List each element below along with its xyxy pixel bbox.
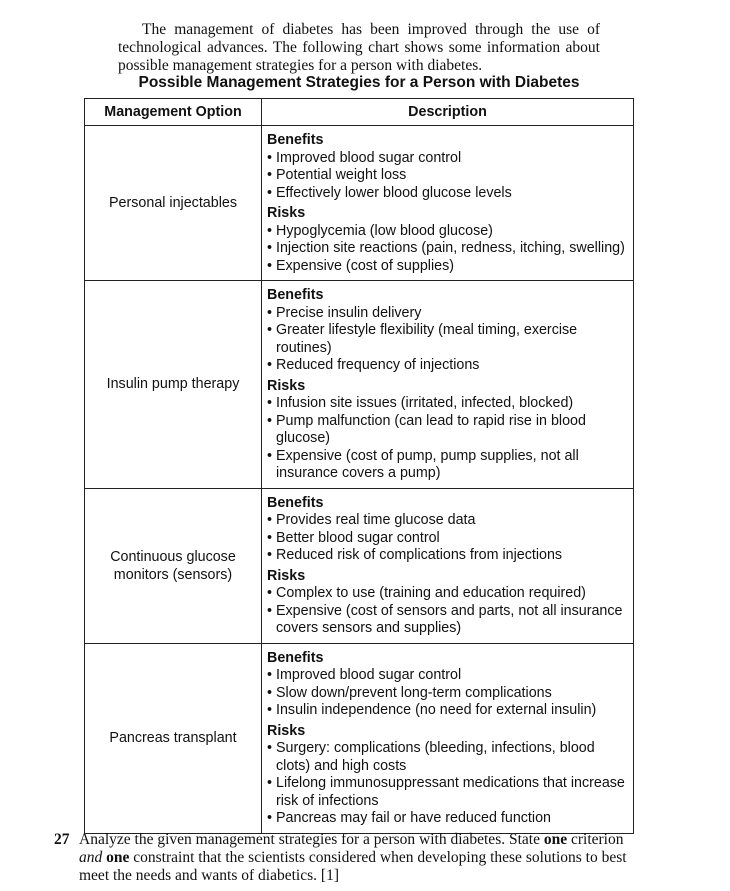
table-row: [85, 281, 634, 489]
description-cell: [262, 488, 634, 643]
risk-item: • Injection site reactions (pain, redness, itching, swelling): [267, 240, 627, 258]
table-body: [85, 126, 634, 834]
question-text: [79, 831, 644, 885]
header-description: Description: [262, 99, 634, 126]
benefits-heading: Benefits: [267, 649, 324, 666]
risk-item: • Expensive (cost of pump, pump supplies, not all insurance covers a pump): [267, 448, 627, 483]
benefit-item: • Reduced risk of complications from injections: [267, 547, 627, 565]
risk-item: • Pump malfunction (can lead to rapid rise in blood glucose): [267, 413, 627, 448]
risks-heading: Risks: [267, 377, 306, 394]
risks-list: [267, 585, 627, 638]
risks-list: [267, 223, 627, 276]
question-text-part: Analyze the given management strategies for a person with diabetes. State: [79, 831, 544, 848]
question-emphasis-one: one: [106, 849, 130, 866]
management-option-cell: Personal injectables: [85, 126, 262, 281]
benefits-list: [267, 512, 627, 565]
risk-item: • Surgery: complications (bleeding, infections, blood clots) and high costs: [267, 740, 627, 775]
risks-list: [267, 740, 627, 828]
benefit-item: • Provides real time glucose data: [267, 512, 627, 530]
risk-item: • Pancreas may fail or have reduced function: [267, 810, 627, 828]
table-title: Possible Management Strategies for a Person with Diabetes: [138, 74, 580, 91]
benefit-item: • Effectively lower blood glucose levels: [267, 185, 627, 203]
table-row: [85, 643, 634, 833]
benefit-item: • Better blood sugar control: [267, 530, 627, 548]
description-cell: [262, 126, 634, 281]
benefits-heading: Benefits: [267, 494, 324, 511]
risk-item: • Infusion site issues (irritated, infected, blocked): [267, 395, 627, 413]
question-credit: [1]: [320, 867, 339, 884]
question-number: 27: [54, 831, 70, 848]
risks-heading: Risks: [267, 205, 306, 221]
header-management-option: Management Option: [85, 99, 262, 126]
risk-item: • Hypoglycemia (low blood glucose): [267, 223, 627, 241]
benefits-list: [267, 150, 627, 203]
risks-heading: Risks: [267, 722, 306, 739]
management-option-cell: Continuous glucose monitors (sensors): [85, 488, 262, 643]
description-cell: [262, 281, 634, 489]
question-emphasis-one: one: [543, 831, 568, 848]
risk-item: • Lifelong immunosuppressant medications that increase risk of infections: [267, 775, 627, 810]
risks-heading: Risks: [267, 567, 306, 584]
benefit-item: • Slow down/prevent long-term complications: [267, 685, 627, 703]
risk-item: • Complex to use (training and education required): [267, 585, 627, 603]
benefit-item: • Insulin independence (no need for external insulin): [267, 702, 627, 720]
management-option-cell: Insulin pump therapy: [85, 281, 262, 489]
benefit-item: • Improved blood sugar control: [267, 150, 627, 168]
question-text-part: constraint that the scientists considered when developing these solutions to best meet the needs and wants of diabetics.: [79, 849, 627, 884]
benefits-list: [267, 667, 627, 720]
benefits-heading: Benefits: [267, 132, 324, 148]
management-option-cell: Pancreas transplant: [85, 643, 262, 833]
benefit-item: • Reduced frequency of injections: [267, 357, 627, 375]
intro-paragraph: The management of diabetes has been improved through the use of technological advances. The following chart shows some information about possible management strategies for a person with diabetes.: [118, 20, 600, 74]
description-cell: [262, 643, 634, 833]
question-text-part: criterion: [567, 831, 624, 848]
strategies-table: [84, 98, 634, 834]
question-27: [54, 831, 644, 885]
benefit-item: • Potential weight loss: [267, 167, 627, 185]
benefit-item: • Greater lifestyle flexibility (meal timing, exercise routines): [267, 322, 627, 357]
table-row: [85, 126, 634, 281]
benefit-item: • Improved blood sugar control: [267, 667, 627, 685]
risk-item: • Expensive (cost of sensors and parts, not all insurance covers sensors and supplies): [267, 603, 627, 638]
question-emphasis-and: and: [79, 849, 103, 866]
benefit-item: • Precise insulin delivery: [267, 305, 627, 323]
table-row: [85, 488, 634, 643]
benefits-list: [267, 305, 627, 375]
risks-list: [267, 395, 627, 483]
risk-item: • Expensive (cost of supplies): [267, 258, 627, 276]
benefits-heading: Benefits: [267, 287, 324, 303]
table-header-row: [85, 99, 634, 126]
